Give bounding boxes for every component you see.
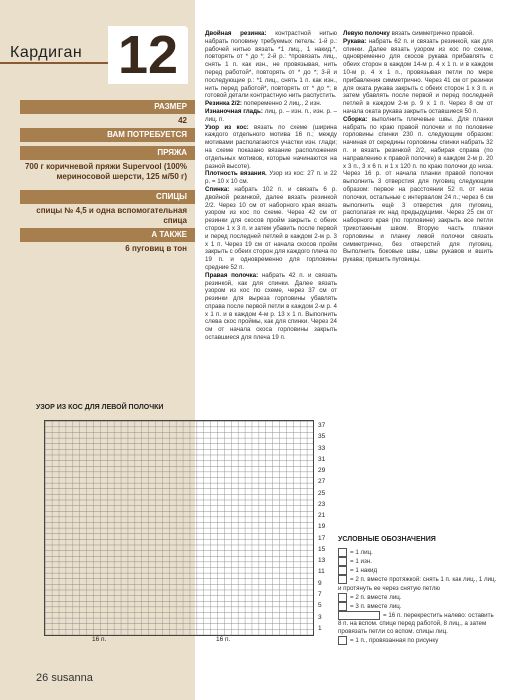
rib-text: попеременно 2 лиц., 2 изн.	[241, 100, 322, 108]
k2tog-symbol-icon	[338, 593, 347, 602]
chart-row-numbers	[318, 420, 338, 634]
row-number: 1	[318, 624, 322, 632]
title-underline	[0, 62, 115, 64]
materials-heading: ВАМ ПОТРЕБУЕТСЯ	[20, 128, 195, 142]
cable-cross-symbol-icon	[338, 611, 380, 620]
cable-title: Узор из кос:	[205, 123, 249, 131]
right-front-text: набрать 42 п. и связать резинкой, как для спинки. Далее вязать узором из кос по схеме, через 37 см от резинки для выреза горловины убавлять справа после первой петли в каждом 2-м р. 4 х 1 п. и в каждом 4-м р. 13 х 1 п. Выполнить слева скос проймы, как для спинки. Через 24 см от начала скоса горловины закрыть оставшиеся для плеча 19 п.	[205, 271, 337, 342]
k3tog-symbol-icon	[338, 602, 347, 611]
legend-item: = 1 изн.	[338, 557, 498, 566]
yarn-over-symbol-icon	[338, 566, 347, 575]
row-number: 37	[318, 422, 326, 429]
row-number: 31	[318, 455, 326, 463]
size-value: 42	[178, 116, 187, 125]
rib-title: Резинка 2/2:	[205, 100, 242, 108]
chart-bracket-left: 16 п.	[92, 636, 107, 643]
page-title: Кардиган	[10, 44, 83, 61]
also-value: 6 пуговиц в тон	[125, 244, 187, 253]
double-rib-title: Двойная резинка:	[205, 30, 267, 37]
sleeves-text: набрать 62 п. и связать резинкой, как для спинки. Далее вязать узором из кос по схеме, одновременно для скосов рукава прибавлять с обеих сторон в каждом 14-м р. 4 х 1 п. и в каждом 10-м р. 4 х 1 п., провязывая петли по мере прибавления симметрично. Через 41 см от резинки для оката рукава закрыть с обеих сторон 1 х 3 п. и затем убавлять после первой и перед последней петлей в каждом 2-м р. 9 х 1 п. Через 8 см от начала оката рукава закрыть оставшиеся 50 п.	[343, 37, 493, 115]
also-heading: А ТАКЖЕ	[20, 228, 195, 242]
page-footer	[36, 672, 93, 684]
row-number: 27	[318, 478, 326, 486]
assembly-title: Сборка:	[343, 115, 368, 123]
yarn-heading: ПРЯЖА	[20, 146, 195, 160]
chart-title: УЗОР ИЗ КОС ДЛЯ ЛЕВОЙ ПОЛОЧКИ	[36, 404, 164, 411]
row-number: 13	[318, 557, 326, 565]
size-heading: РАЗМЕР	[20, 100, 195, 114]
knit-symbol-icon	[338, 548, 347, 557]
gauge-text: Узор из кос: 27 п. и 22 р. = 10 х 10 см.	[205, 170, 337, 186]
instructions-column-1	[205, 30, 337, 342]
gauge-title: Плотность вязания.	[205, 170, 267, 178]
purl-text: лиц. р. – изн. п., изн. р. – лиц. п.	[205, 107, 337, 123]
needles-value: спицы № 4,5 и одна вспомогательная спица	[36, 206, 187, 225]
ssk-symbol-icon	[338, 575, 347, 584]
legend-item: = 1 накид	[338, 566, 498, 575]
needles-heading: СПИЦЫ	[20, 190, 195, 204]
row-number: 33	[318, 444, 326, 452]
knitting-chart-grid	[44, 420, 314, 636]
legend-item: = 1 п., провязанная по рисунку	[338, 636, 498, 645]
left-front-title: Левую полочку	[343, 30, 390, 37]
legend-item: = 2 п. вместе лиц.	[338, 593, 498, 602]
row-number: 35	[318, 433, 326, 441]
purl-title: Изнаночная гладь:	[205, 107, 263, 115]
row-number: 3	[318, 613, 322, 621]
right-front-title: Правая полочка:	[205, 271, 259, 279]
row-number: 7	[318, 590, 322, 598]
legend-title: УСЛОВНЫЕ ОБОЗНАЧЕНИЯ	[338, 536, 436, 543]
pattern-stitch-symbol-icon	[338, 636, 347, 645]
back-text: набрать 102 п. и связать 6 р. двойной резинкой, далее вязать резинкой 2/2. Через 10 см от наборного края вязать узором из кос по схеме. Через 42 см от резинки для скосов пройм закрыть с обеих сторон 1 х 3 п. и затем убавить после первой и перед последней петлей в каждом 2-м р. 3 х 1 п. Через 19 см от начала скосов пройм закрыть с обеих сторон для каждого плеча по 19 п. и одновременно для горловины средние 52 п.	[205, 185, 337, 271]
legend-item: = 1 лиц.	[338, 548, 498, 557]
row-number: 19	[318, 523, 326, 531]
yarn-value: 700 г коричневой пряжи Supervool (100% мериносовой шерсти, 125 м/50 г)	[24, 162, 187, 181]
cable-text: вязать по схеме (ширина каждого отдельного мотива 16 п.; между мотивами располагаются участки изн. глади; на схеме показано вязание расположения отдельных мотивов, которые начинаются на разной высоте).	[205, 123, 337, 170]
instructions-column-2	[343, 30, 493, 264]
legend-item: = 2 п. вместе протяжкой: снять 1 п. как лиц., 1 лиц. и протянуть ее через снятую петлю	[338, 576, 497, 592]
assembly-text: выполнить плечевые швы. Для планки набрать по краю правой полочки и по половине горловины спинки 230 п. следующим образом: начиная от середины горловины спинки набрать 32 п. и вязать резинкой 2/2, набирая справа (по направлению к правой полочке) в каждом 2-м р. 20 х 3 п., 3 х 6 п. и 1 х 120 п. по краю полочки до низа. Через 16 р. от начала планки правой полочки выполнить 3 отверстия для пуговиц следующим образом: первое на расстоянии 52 п. от низа полочки, остальные с интервалом 24 п.; через 6 см выполнить ещё 3 отверстия для пуговиц, располагая их над предыдущими. Через 25 см от наборного края (по горловине) закрыть все петли трикотажным швом. Вторую часть планки горловины и планку левой полочки связать симметрично, без отверстий для пуговиц. Выполнить боковые швы, швы рукавов и вшить рукава; пришить пуговицы.	[343, 115, 493, 264]
row-number: 5	[318, 602, 322, 610]
page-number: 26	[36, 672, 49, 684]
left-front-text: вязать симметрично правой.	[389, 30, 474, 37]
row-number: 29	[318, 467, 326, 475]
row-number: 17	[318, 534, 326, 542]
legend-item: = 16 п. перекрестить налево: оставить 8 п. на вспом. спице перед работой, 8 лиц., а затем провязать петли со вспом. спицы лиц.	[338, 611, 494, 635]
purl-symbol-icon	[338, 557, 347, 566]
chart-bracket-right: 16 п.	[216, 636, 231, 643]
row-number: 25	[318, 489, 326, 497]
row-number: 21	[318, 512, 326, 520]
row-number: 9	[318, 579, 322, 587]
legend-item: = 3 п. вместе лиц.	[338, 602, 498, 611]
back-title: Спинка:	[205, 185, 230, 193]
sleeves-title: Рукава:	[343, 37, 367, 45]
row-number: 11	[318, 568, 325, 576]
row-number: 23	[318, 500, 326, 508]
model-number: 12	[108, 26, 188, 84]
magazine-brand: susanna	[51, 672, 93, 684]
legend-list	[338, 548, 498, 645]
row-number: 15	[318, 545, 326, 553]
double-rib-text: контрастной нитью набрать половину требуемых петель: 1-й р.: рабочей нитью вязать *1 лиц., 1 накид.*, повторять от * до *; 2-й р.: *провязать лиц., снять 1 п. как изн., не провязывая, нить перед работой*, повторять от * до *; 3-й и последующие р.: *1 лиц., снять 1 п. как изн., нить перед работой*, повторять от * до *; в готовой детали контрастную нить распустить.	[205, 30, 337, 100]
